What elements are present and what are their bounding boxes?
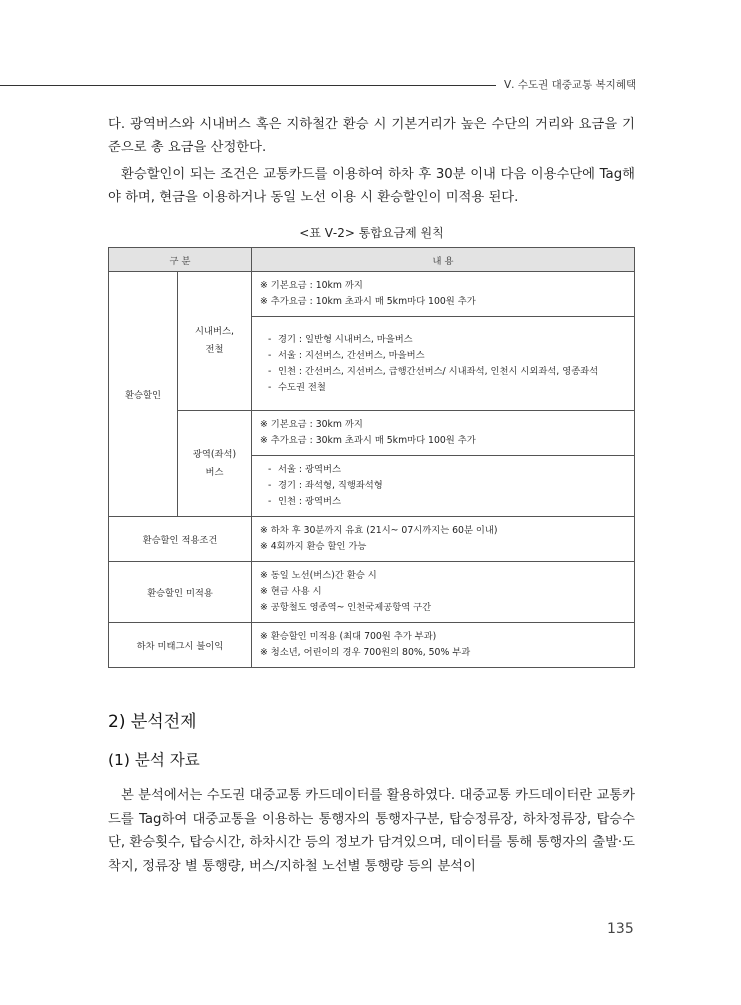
transfer-discount-label: 환승할인: [109, 272, 178, 517]
paragraph-intro: 다. 광역버스와 시내버스 혹은 지하철간 환승 시 기본거리가 높은 수단의 거리와 요금을 기준으로 총 요금을 산정한다.: [108, 117, 635, 155]
header-category: 구 분: [109, 248, 252, 272]
list-item: - 수도권 전철: [268, 381, 326, 393]
list-item: - 인천 : 광역버스: [268, 496, 341, 507]
wide-bus-area-seoul: 서울 : 광역버스: [278, 464, 341, 475]
city-bus-label: 시내버스, 전철: [178, 272, 252, 411]
section-heading: 2) 분석전제: [108, 712, 197, 732]
list-item: - 인천 : 간선버스, 지선버스, 급행간선버스/ 시내좌석, 인천시 시외좌석, 영종좌석: [268, 365, 599, 377]
not-applied-same-route: ※ 동일 노선(버스)간 환승 시: [260, 570, 377, 581]
wide-bus-extra-fee: ※ 추가요금 : 30km 초과시 매 5km마다 100원 추가: [260, 435, 476, 446]
city-bus-area-subway: 수도권 전철: [278, 381, 326, 393]
running-header: Ⅴ. 수도권 대중교통 복지혜택: [504, 79, 637, 91]
city-bus-area-cell: [252, 317, 635, 411]
not-applied-airport-rail: ※ 공항철도 영종역~ 인천국제공항역 구간: [260, 602, 432, 613]
penalty-label: 하차 미태그시 불이익: [109, 623, 252, 668]
penalty-cell: [252, 623, 635, 668]
penalty-no-discount: ※ 환승할인 미적용 (최대 700원 추가 부과): [260, 631, 437, 642]
fare-policy-table: [108, 247, 635, 668]
condition-cell: [252, 517, 635, 562]
list-item: - 서울 : 광역버스: [268, 464, 341, 475]
wide-bus-basic-fee: ※ 기본요금 : 30km 까지: [260, 419, 363, 430]
city-bus-area-gyeonggi: 경기 : 일반형 시내버스, 마을버스: [278, 333, 413, 345]
paragraph-analysis-data: 본 분석에서는 수도권 대중교통 카드데이터를 활용하였다. 대중교통 카드데이터란 교통카드를 Tag하여 대중교통을 이용하는 통행자의 통행자구분, 탑승정류장, 하차정류장, 탑승수단, 환승횟수, 탑승시간, 하차시간 등의 정보가 담겨있으며, 데이터를 통해 통행자의 출발·도착지, 정류장 별 통행량, 버스/지하철 노선별 통행량 등의 분석이: [108, 788, 635, 874]
condition-label: 환승할인 적용조건: [109, 517, 252, 562]
wide-bus-fee-cell: [252, 411, 635, 456]
wide-bus-area-incheon: 인천 : 광역버스: [278, 496, 341, 507]
table-row: [109, 517, 635, 562]
header-content: 내 용: [252, 248, 635, 272]
table-row: [109, 411, 635, 456]
list-item: - 경기 : 일반형 시내버스, 마을버스: [268, 333, 413, 345]
city-bus-extra-fee: ※ 추가요금 : 10km 초과시 매 5km마다 100원 추가: [260, 296, 476, 307]
not-applied-cell: [252, 562, 635, 623]
subsection-heading: (1) 분석 자료: [108, 751, 200, 769]
city-bus-area-incheon: 인천 : 간선버스, 지선버스, 급행간선버스/ 시내좌석, 인천시 시외좌석, 영종좌석: [278, 365, 599, 377]
table-row: [109, 272, 635, 317]
table-header-row: [109, 248, 635, 272]
paragraph-transfer-conditions: 환승할인이 되는 조건은 교통카드를 이용하여 하차 후 30분 이내 다음 이용수단에 Tag해야 하며, 현금을 이용하거나 동일 노선 이용 시 환승할인이 미적용 된다.: [108, 167, 635, 205]
city-bus-basic-fee: ※ 기본요금 : 10km 까지: [260, 280, 363, 291]
list-item: - 경기 : 좌석형, 직행좌석형: [268, 480, 383, 491]
table-caption: <표 Ⅴ-2> 통합요금제 원칙: [299, 226, 444, 240]
city-bus-fee-cell: [252, 272, 635, 317]
list-item: - 서울 : 지선버스, 간선버스, 마을버스: [268, 349, 425, 361]
condition-valid-time: ※ 하차 후 30분까지 유효 (21시~ 07시까지는 60분 이내): [260, 525, 498, 536]
wide-bus-label: 광역(좌석) 버스: [178, 411, 252, 517]
wide-bus-area-gyeonggi: 경기 : 좌석형, 직행좌석형: [278, 480, 383, 491]
not-applied-label: 환승할인 미적용: [109, 562, 252, 623]
table-row: [109, 623, 635, 668]
wide-bus-area-cell: [252, 456, 635, 517]
not-applied-cash: ※ 현금 사용 시: [260, 586, 322, 597]
table-row: [109, 562, 635, 623]
condition-max-transfers: ※ 4회까지 환승 할인 가능: [260, 541, 367, 552]
page-number: 135: [607, 921, 634, 937]
header-rule: [0, 85, 496, 86]
penalty-youth-child: ※ 청소년, 어린이의 경우 700원의 80%, 50% 부과: [260, 647, 471, 658]
city-bus-area-seoul: 서울 : 지선버스, 간선버스, 마을버스: [278, 349, 425, 361]
